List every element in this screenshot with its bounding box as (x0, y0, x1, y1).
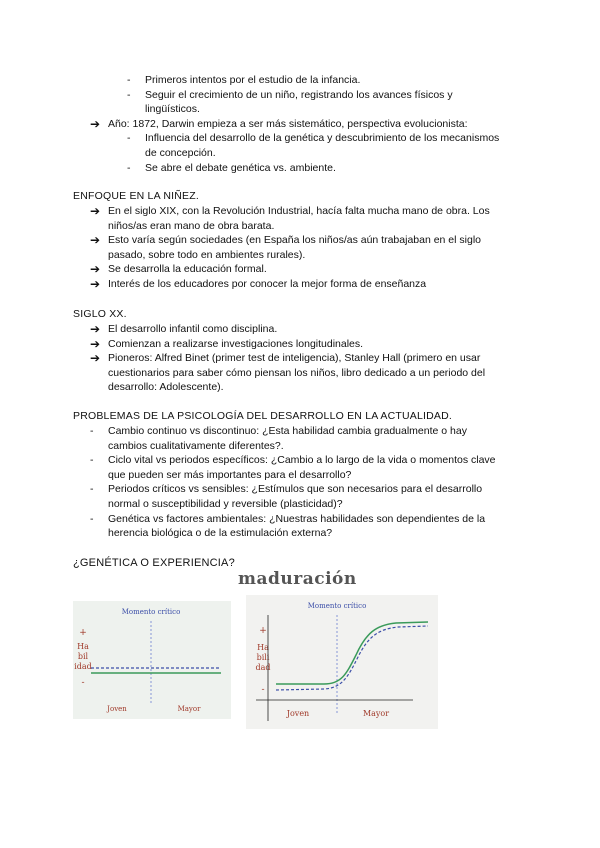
problemas-item: normal o susceptibilidad y reversible (plasticidad)? (108, 498, 343, 510)
intro-sub-item-bullet: - (127, 88, 131, 101)
panel-background (246, 595, 438, 729)
critical-moment-label: Momento crítico (307, 602, 367, 610)
problemas-item-bullet: - (90, 454, 94, 467)
siglo-item: Pioneros: Alfred Binet (primer test de inteligencia), Stanley Hall (primero en usar (108, 352, 481, 365)
enfoque-item: pasado, sobre todo en ambientes rurales). (108, 248, 306, 261)
problemas-item: que pueden ser más importantes para el desarrollo? (108, 468, 352, 481)
siglo-item: Comienzan a realizarse investigaciones longitudinales. (108, 337, 364, 350)
x-right-label: Mayor (362, 709, 390, 718)
darwin-sub-item: Se abre el debate genética vs. ambiente. (145, 161, 336, 174)
darwin-sub-item-bullet: - (127, 132, 131, 145)
section-heading-siglo: SIGLO XX. (73, 308, 127, 320)
x-left-label: Joven (286, 709, 310, 718)
intro-sub-item: Seguir el crecimiento de un niño, registrando los avances físicos y (145, 88, 453, 101)
x-right-label: Mayor (177, 705, 201, 713)
y-axis-label: bil (77, 652, 89, 661)
y-axis-label: Ha (77, 642, 89, 651)
section-heading-genetica: ¿GENÉTICA O EXPERIENCIA? (73, 557, 235, 569)
darwin-sub-item: de concepción. (145, 147, 216, 159)
siglo-item: cuestionarios para saber cómo piensan los niños, libro dedicado a un periodo del (108, 366, 486, 379)
enfoque-item-bullet: ➔ (90, 204, 101, 218)
problemas-item: Cambio continuo vs discontinuo: ¿Esta habilidad cambia gradualmente o hay (108, 425, 467, 437)
enfoque-item-bullet: ➔ (90, 262, 101, 277)
intro-sub-item: lingüísticos. (145, 103, 200, 116)
siglo-item: El desarrollo infantil como disciplina. (108, 323, 278, 335)
problemas-item-bullet: - (90, 512, 94, 525)
y-axis-label: idad (74, 662, 92, 671)
left-panel (73, 601, 231, 719)
problemas-item: cambios cualitativamente diferentes?. (108, 439, 284, 452)
y-axis-label: Ha (257, 643, 269, 652)
problemas-item-bullet: - (90, 425, 94, 437)
right-panel (246, 595, 438, 729)
y-minus-label: - (81, 678, 85, 688)
problemas-item: Ciclo vital vs periodos específicos: ¿Cambio a lo largo de la vida o momentos clave (108, 454, 496, 467)
siglo-item-bullet: ➔ (90, 322, 101, 336)
y-minus-label: - (261, 685, 265, 695)
darwin-sub-item-bullet: - (127, 161, 131, 174)
problemas-item: Periodos críticos vs sensibles: ¿Estímulos que son necesarios para el desarrollo (108, 483, 483, 496)
y-axis-label: bili (256, 653, 270, 662)
intro-sub-item-bullet: - (127, 74, 131, 86)
enfoque-item: niños/as eran mano de obra barata. (108, 219, 275, 232)
panel-background (73, 601, 231, 719)
siglo-item: desarrollo: Adolescente). (108, 381, 224, 394)
y-plus-label: + (79, 628, 87, 638)
enfoque-item: Esto varía según sociedades (en España los niños/as aún trabajaban en el siglo (108, 234, 481, 247)
problemas-item-bullet: - (90, 483, 94, 496)
y-axis-label: dad (255, 663, 271, 672)
section-heading-problemas: PROBLEMAS DE LA PSICOLOGÍA DEL DESARROLLO EN LA ACTUALIDAD. (73, 410, 453, 422)
intro-sub-item: Primeros intentos por el estudio de la infancia. (145, 74, 361, 86)
critical-moment-label: Momento crítico (121, 608, 181, 616)
siglo-item-bullet: ➔ (90, 336, 101, 351)
problemas-item: herencia biológica o de la estimulación externa? (108, 527, 333, 540)
enfoque-item-bullet: ➔ (90, 277, 101, 291)
enfoque-item: En el siglo XIX, con la Revolución Industrial, hacía falta mucha mano de obra. Los (108, 205, 490, 217)
enfoque-item: Se desarrolla la educación formal. (108, 263, 267, 276)
y-plus-label: + (259, 626, 267, 636)
figure-title: maduración (238, 569, 357, 589)
darwin-item: Año: 1872, Darwin empieza a ser más sistemático, perspectiva evolucionista: (108, 117, 468, 130)
siglo-item-bullet: ➔ (90, 351, 101, 366)
enfoque-item: Interés de los educadores por conocer la mejor forma de enseñanza (108, 278, 427, 290)
enfoque-item-bullet: ➔ (90, 233, 101, 248)
section-heading-enfoque: ENFOQUE EN LA NIÑEZ. (73, 190, 199, 202)
arrow-bullet: ➔ (90, 116, 101, 131)
x-left-label: Joven (107, 705, 127, 713)
darwin-sub-item: Influencia del desarrollo de la genética y descubrimiento de los mecanismos (145, 132, 500, 145)
problemas-item: Genética vs factores ambientales: ¿Nuestras habilidades son dependientes de la (108, 512, 486, 525)
